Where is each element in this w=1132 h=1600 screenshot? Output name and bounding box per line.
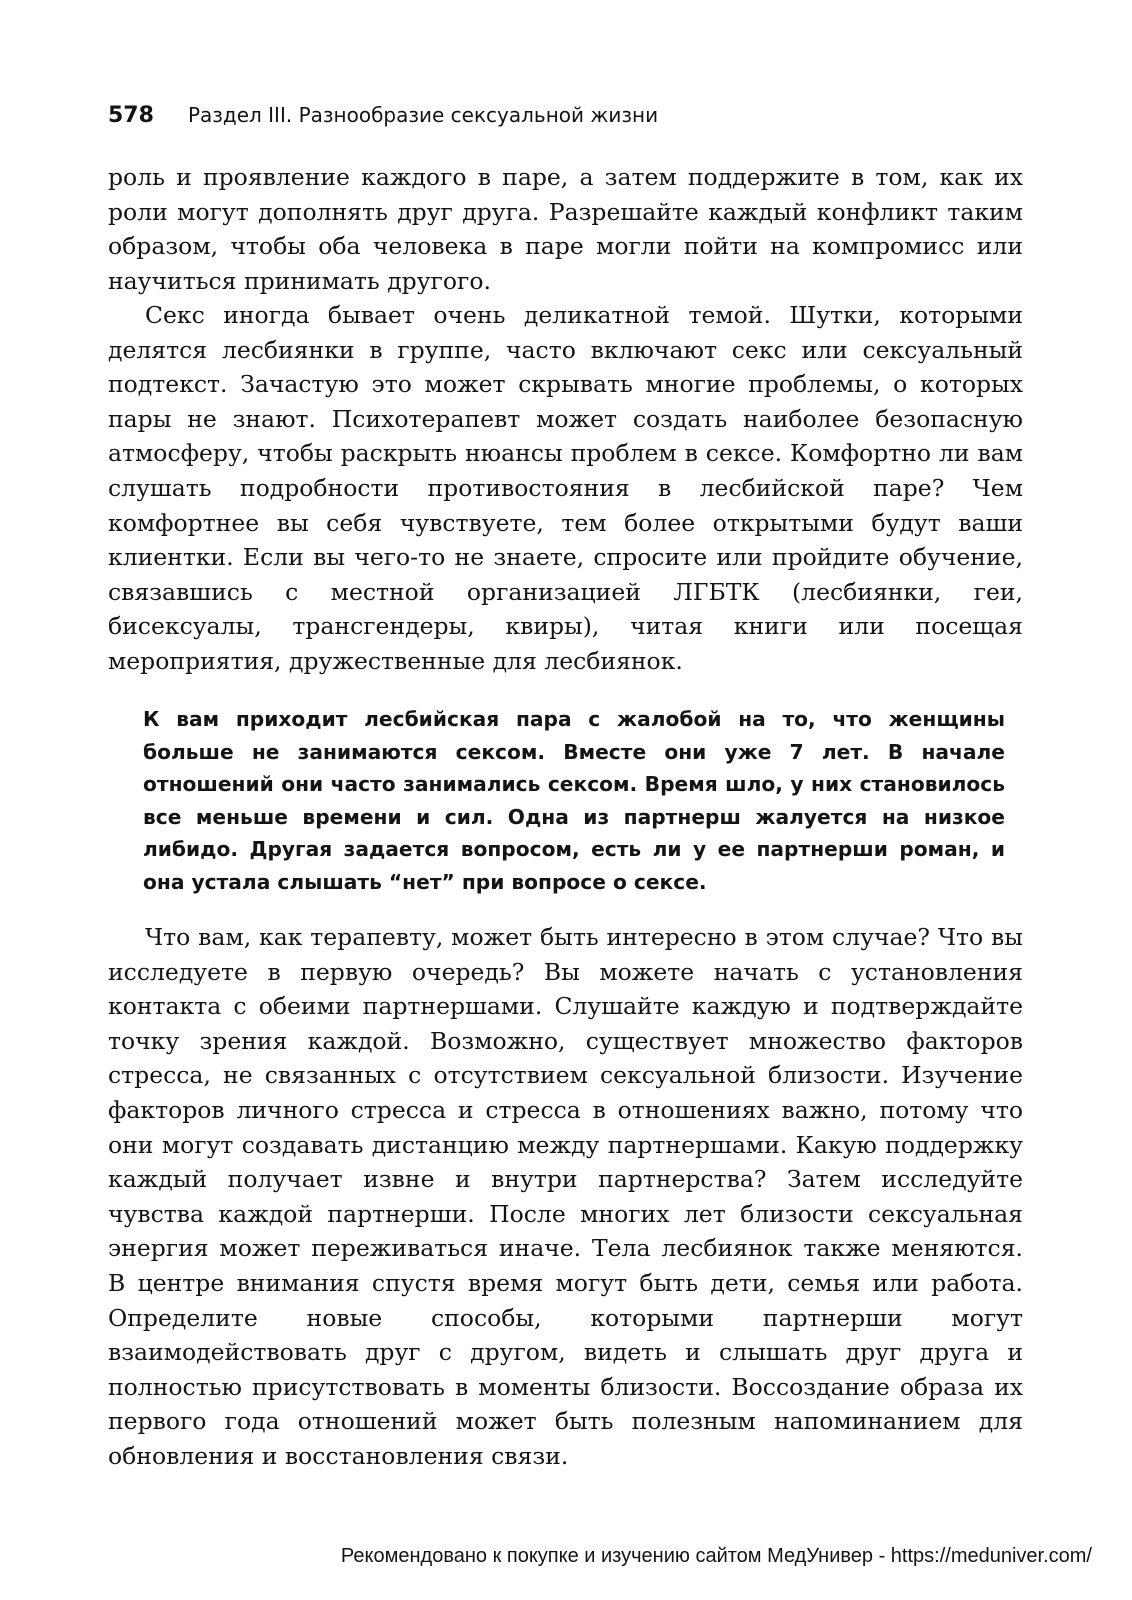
section-title: Раздел III. Разнообразие сексуальной жизни [187,103,659,127]
body-paragraph-therapy-questions [108,920,1023,1474]
body-paragraph-continued [108,160,1023,298]
footer-recommendation: Рекомендовано к покупке и изучению сайтом МедУнивер - https://meduniver.com/ [340,1545,1092,1567]
paragraph-text: роль и проявление каждого в паре, а затем поддержите в том, как их роли могут дополнять друг друга. Разрешайте каждый конфликт таким образом, чтобы оба человека в паре могли пойти на компромисс или научиться принимать другого. [108,163,1023,295]
paragraph-text: Секс иногда бывает очень деликатной темой. Шутки, которыми делятся лесбиянки в группе, часто включают секс или сексуальный подтекст. Зачастую это может скрывать многие проблемы, о которых пары не знают. Психотерапевт может создать наиболее безопасную атмосферу, чтобы раскрыть нюансы проблем в сексе. Комфортно ли вам слушать подробности противостояния в лесбийской паре? Чем комфортнее вы себя чувствуете, тем более открытыми будут ваши клиентки. Если вы чего-то не знаете, спросите или пройдите обучение, связавшись с местной организацией ЛГБТК (лесбиянки, геи, бисексуалы, трансгендеры, квиры), читая книги или посещая мероприятия, дружественные для лесбиянок. [108,301,1023,675]
paragraph-text: Что вам, как терапевту, может быть интересно в этом случае? Что вы исследуете в первую очередь? Вы можете начать с установления контакта с обеими партнершами. Слушайте каждую и подтверждайте точку зрения каждой. Возможно, существует множество факторов стресса, не связанных с отсутствием сексуальной близости. Изучение факторов личного стресса и стресса в отношениях важно, потому что они могут создавать дистанцию между партнершами. Какую поддержку каждый получает извне и внутри партнерства? Затем исследуйте чувства каждой партнерши. После многих лет близости сексуальная энергия может переживаться иначе. Тела лесбиянок также меняются. В центре внимания спустя время могут быть дети, семья или работа. Определите новые способы, которыми партнерши могут взаимодействовать друг с другом, видеть и слышать друг друга и полностью присутствовать в моменты близости. Воссоздание образа их первого года отношений может быть полезным напоминанием для обновления и восстановления связи. [108,923,1023,1470]
case-example: К вам приходит лесбийская пара с жалобой на то, что женщины больше не занимаются сексом. Вместе они уже 7 лет. В начале отношений они часто занимались сексом. Время шло, у них становилось все меньше времени и сил. Одна из партнерш жалуется на низкое либидо. Другая задается вопросом, есть ли у ее партнерши роман, и она устала слышать “нет” при вопросе о сексе. [143,707,1005,894]
running-head [108,100,1008,131]
page-number: 578 [108,103,154,128]
body-paragraph-sex-topic [108,298,1023,679]
